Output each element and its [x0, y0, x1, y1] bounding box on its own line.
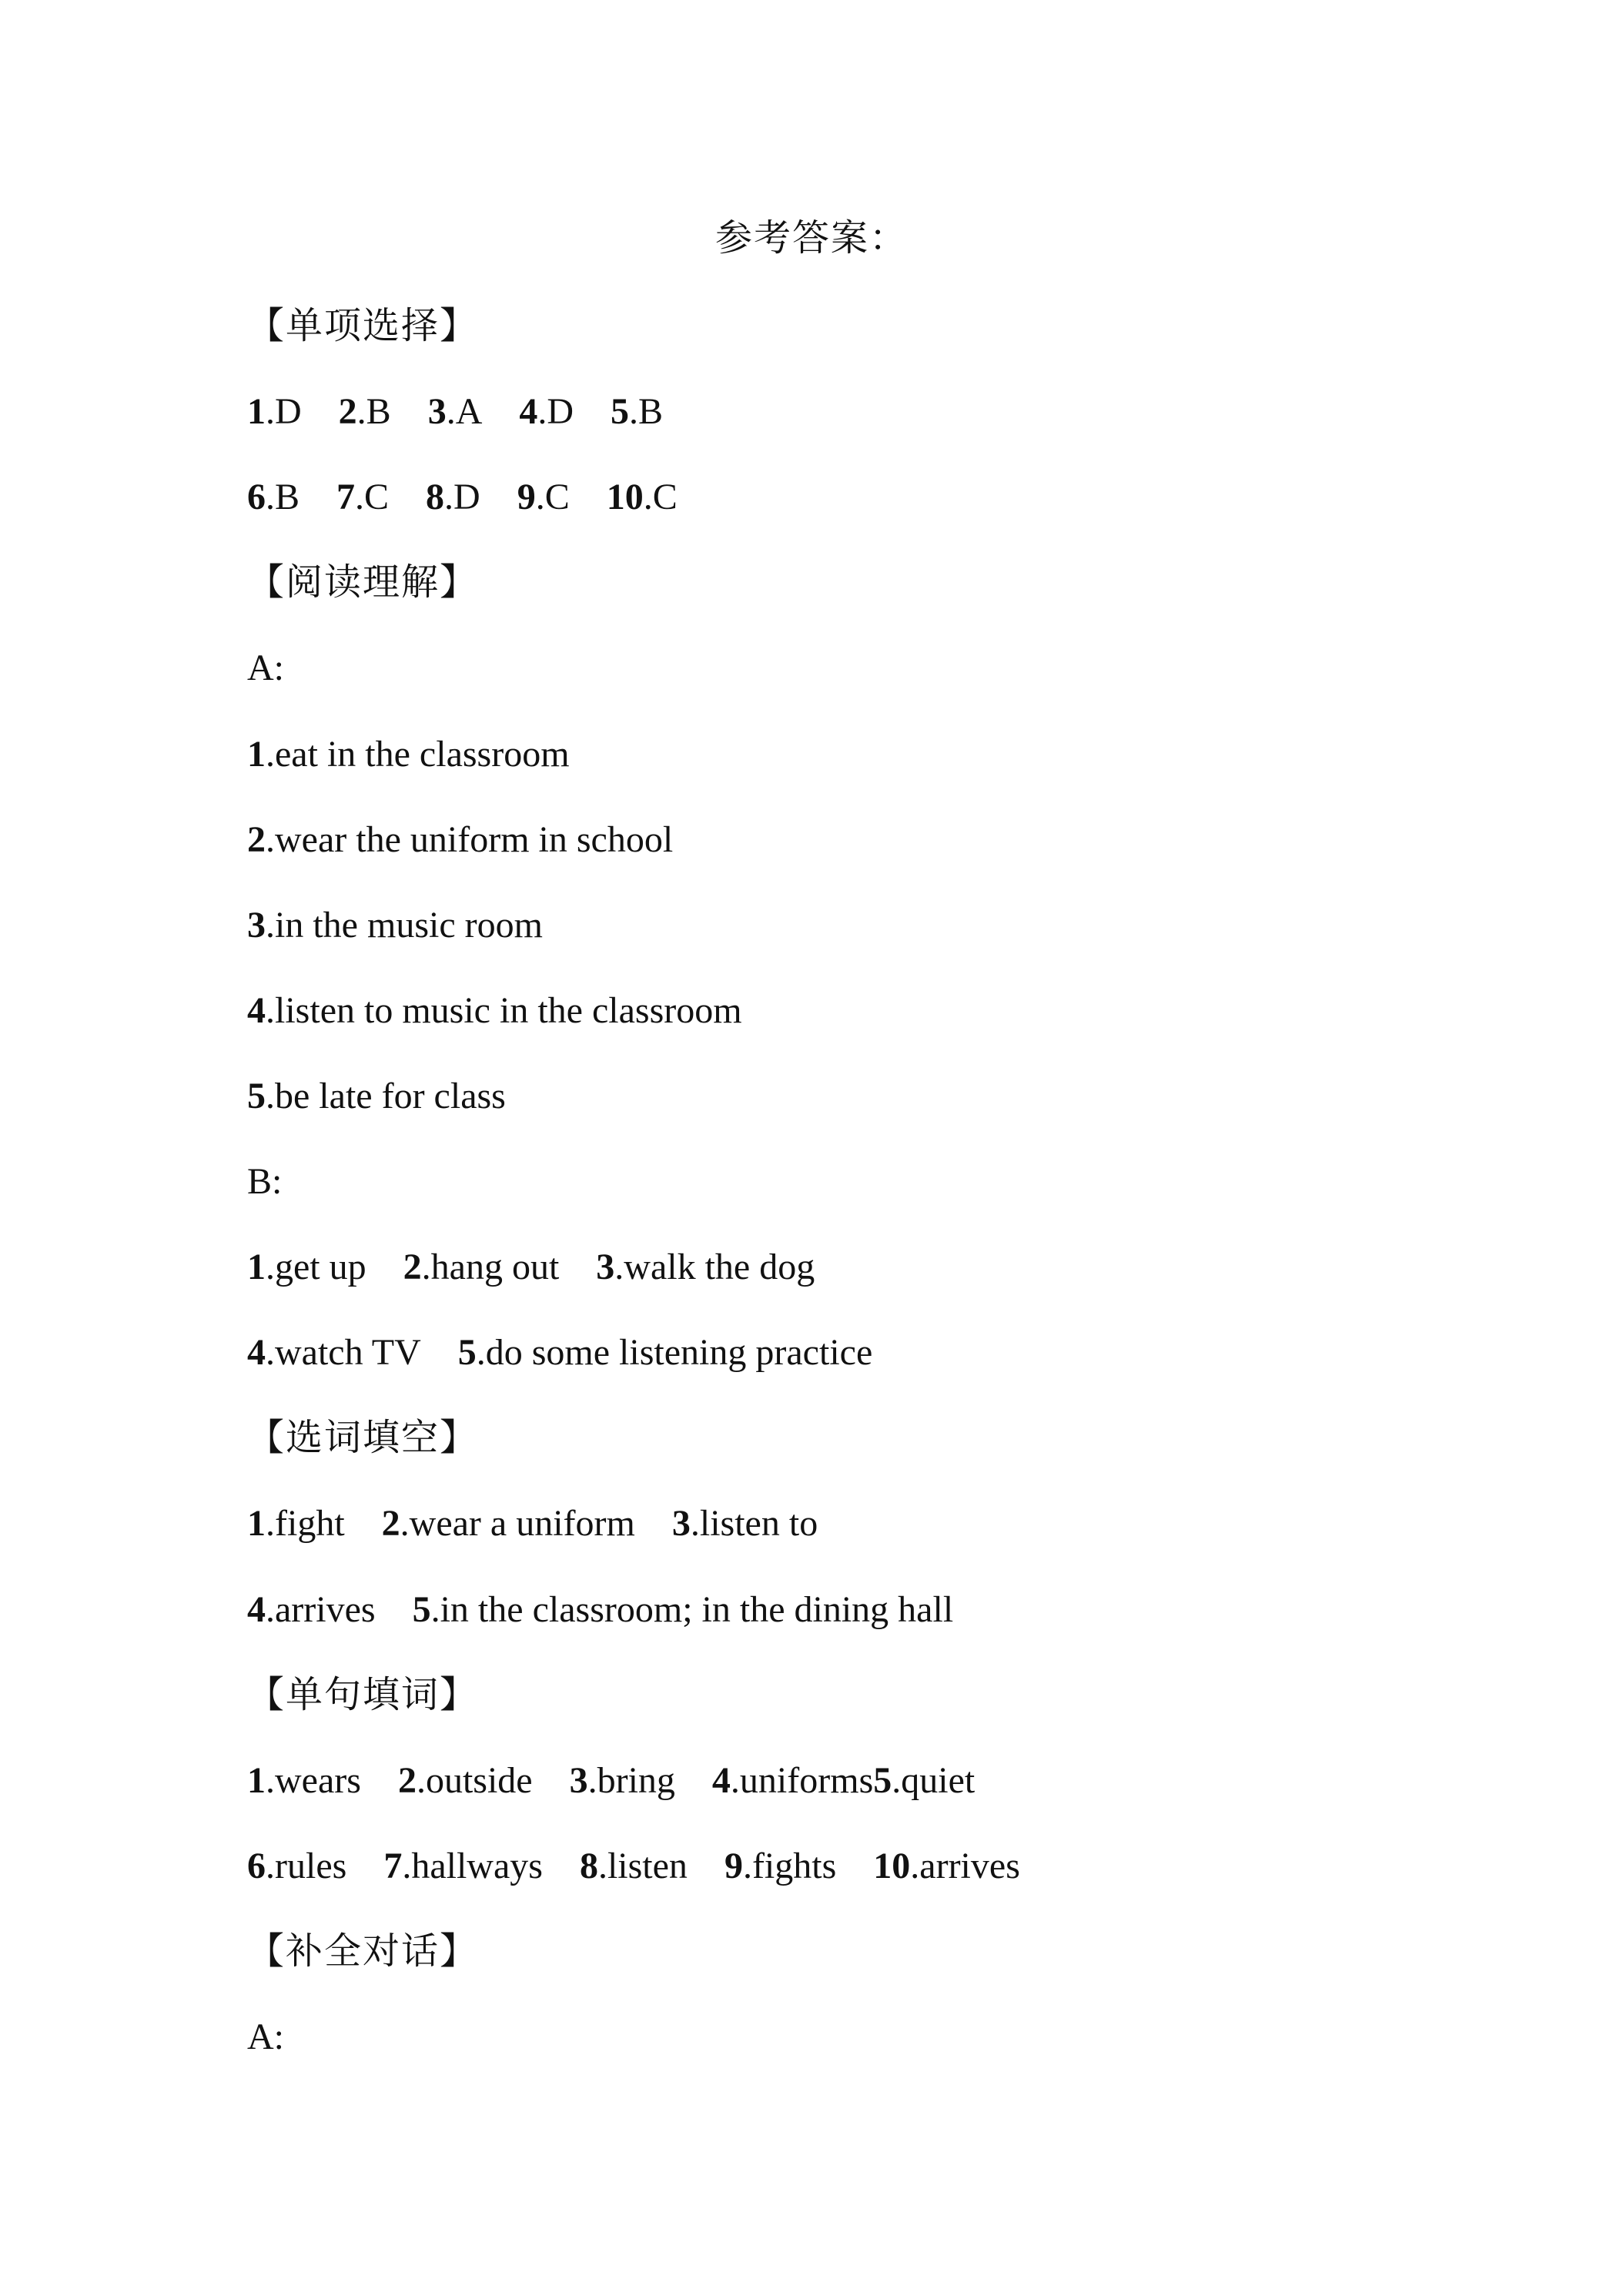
answer-item — [247, 1328, 421, 1377]
answer-item — [570, 1756, 675, 1806]
answer-item — [247, 1756, 361, 1806]
answer-number: 3 — [569, 1760, 588, 1801]
answer-number: 6 — [247, 1846, 266, 1886]
answer-item — [672, 1499, 818, 1548]
answer-text: .quiet — [892, 1760, 975, 1801]
answer-text: .listen — [597, 1846, 688, 1886]
answer-row — [247, 815, 673, 865]
answer-number: 5 — [873, 1760, 892, 1801]
answer-item — [247, 1842, 346, 1891]
answer-item — [519, 387, 574, 437]
answer-text: .hang out — [421, 1247, 560, 1287]
answer-text: .B — [629, 391, 664, 432]
answer-text: .get up — [266, 1247, 366, 1287]
answer-text: .rules — [266, 1846, 347, 1886]
answer-number: 8 — [579, 1846, 598, 1886]
answer-text: .fight — [266, 1503, 345, 1544]
answer-text: .wear the uniform in school — [266, 819, 674, 860]
answer-number: 1 — [247, 1247, 266, 1287]
answer-row — [247, 473, 678, 522]
answer-item — [580, 1842, 688, 1891]
answer-item — [383, 1842, 543, 1891]
answer-text: .fights — [742, 1846, 837, 1886]
answer-row — [247, 1842, 1020, 1891]
answer-row — [247, 1585, 953, 1635]
answer-number: 2 — [247, 819, 266, 860]
part-label: B: — [247, 1161, 283, 1202]
answer-item — [458, 1328, 873, 1377]
answer-item — [873, 1842, 1020, 1891]
answer-item — [336, 473, 389, 522]
answer-item — [247, 1499, 345, 1548]
answer-number: 3 — [671, 1503, 691, 1544]
answer-item — [413, 1585, 954, 1635]
answer-item — [403, 1243, 560, 1292]
answer-text: .C — [643, 477, 678, 517]
answer-item — [428, 387, 483, 437]
answer-number: 5 — [611, 391, 630, 432]
answer-number: 9 — [724, 1846, 743, 1886]
section-heading: 【阅读理解】 — [247, 562, 479, 603]
answer-text: .B — [356, 391, 391, 432]
part-label: A: — [247, 648, 284, 688]
answer-text: .be late for class — [266, 1076, 506, 1116]
answer-item — [339, 387, 391, 437]
answer-text: .do some listening practice — [476, 1332, 873, 1373]
answer-text: .C — [535, 477, 570, 517]
answer-item — [382, 1499, 635, 1548]
answer-number: 4 — [247, 1332, 266, 1373]
answer-row — [247, 986, 742, 1036]
answer-text: .D — [266, 391, 302, 432]
answer-text: .listen to music in the classroom — [266, 990, 742, 1031]
answer-text: .wears — [266, 1760, 361, 1801]
answer-row — [247, 1499, 818, 1548]
answer-number: 1 — [247, 391, 266, 432]
answer-text: .D — [537, 391, 574, 432]
answer-row — [247, 1072, 506, 1121]
answer-row — [247, 387, 663, 437]
answer-text: .in the music room — [266, 905, 543, 946]
answer-item — [247, 1072, 506, 1121]
answer-item — [247, 387, 302, 437]
answer-row — [247, 1328, 872, 1377]
answer-text: .arrives — [266, 1589, 376, 1630]
answer-number: 1 — [247, 1760, 266, 1801]
answer-text: .uniforms — [730, 1760, 874, 1801]
answer-text: .in the classroom; in the dining hall — [430, 1589, 954, 1630]
answer-number: 9 — [517, 477, 536, 517]
part-label: A: — [247, 2017, 284, 2057]
answer-item — [398, 1756, 533, 1806]
answer-text: .C — [355, 477, 390, 517]
answer-text: .walk the dog — [614, 1247, 815, 1287]
answer-number: 1 — [247, 1503, 266, 1544]
answer-number: 6 — [247, 477, 266, 517]
answer-item — [873, 1756, 975, 1806]
answer-number: 4 — [711, 1760, 731, 1801]
answer-number: 3 — [247, 905, 266, 946]
answer-item — [426, 473, 480, 522]
answer-number: 5 — [247, 1076, 266, 1116]
answer-text: .wear a uniform — [400, 1503, 635, 1544]
answer-number: 2 — [397, 1760, 417, 1801]
section-heading: 【单项选择】 — [247, 306, 479, 346]
answer-text: .listen to — [690, 1503, 818, 1544]
answer-number: 7 — [383, 1846, 403, 1886]
answer-text: .eat in the classroom — [266, 734, 570, 775]
answer-number: 2 — [338, 391, 357, 432]
answer-row — [247, 901, 543, 950]
answer-number: 5 — [412, 1589, 431, 1630]
section-heading: 【选词填空】 — [247, 1417, 479, 1458]
section-heading: 【补全对话】 — [247, 1931, 479, 1972]
answer-row — [247, 1756, 975, 1806]
section-heading: 【单句填词】 — [247, 1675, 479, 1715]
answer-row — [247, 730, 570, 779]
answer-item — [596, 1243, 815, 1292]
answer-item — [611, 387, 663, 437]
answer-text: .D — [444, 477, 480, 517]
answer-text: .watch TV — [266, 1332, 421, 1373]
answer-item — [517, 473, 570, 522]
answer-number: 7 — [336, 477, 356, 517]
answer-item — [607, 473, 678, 522]
answer-number: 8 — [426, 477, 445, 517]
answer-number: 5 — [457, 1332, 477, 1373]
answer-number: 2 — [403, 1247, 422, 1287]
answer-item — [247, 901, 543, 950]
answer-number: 4 — [247, 1589, 266, 1630]
answer-number: 1 — [247, 734, 266, 775]
answer-item — [247, 815, 673, 865]
answer-item — [247, 986, 742, 1036]
answer-number: 3 — [427, 391, 447, 432]
answer-item — [247, 1243, 366, 1292]
answer-item — [247, 730, 570, 779]
answer-number: 2 — [381, 1503, 400, 1544]
answer-item — [247, 1585, 376, 1635]
answer-number: 4 — [519, 391, 538, 432]
answer-text: .arrives — [910, 1846, 1020, 1886]
answer-text: .hallways — [402, 1846, 543, 1886]
answer-item — [724, 1842, 836, 1891]
answer-text: .bring — [587, 1760, 675, 1801]
answer-number: 3 — [596, 1247, 615, 1287]
answer-text: .A — [446, 391, 483, 432]
answer-item — [712, 1756, 873, 1806]
page-title: 参考答案： — [714, 218, 908, 259]
answer-number: 10 — [606, 477, 644, 517]
answer-number: 10 — [873, 1846, 911, 1886]
answer-text: .B — [266, 477, 300, 517]
answer-row — [247, 1243, 815, 1292]
answer-item — [247, 473, 300, 522]
answer-number: 4 — [247, 990, 266, 1031]
answer-text: .outside — [416, 1760, 533, 1801]
